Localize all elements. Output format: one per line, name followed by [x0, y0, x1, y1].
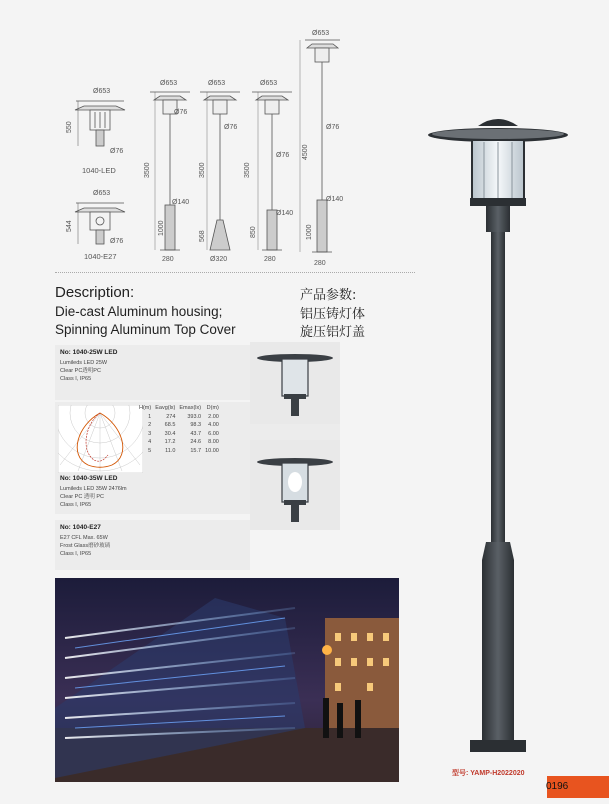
spec-title: No: 1040-25W LED: [60, 349, 118, 356]
pole3-height: 3500: [244, 162, 251, 178]
table-cell: 15.7: [190, 447, 202, 454]
pole2-height: 3500: [199, 162, 206, 178]
spec-line: Frost Glass磨砂玻璃: [60, 543, 111, 549]
spec-line: E27 CFL Max. 65W: [60, 535, 108, 541]
pole4-h-lower: 1000: [306, 224, 313, 240]
table-cell: 68.5: [164, 422, 176, 428]
table-header: Emax(lx): [179, 405, 202, 411]
table-cell: 274: [166, 413, 176, 420]
e27-dia-base: Ø76: [110, 238, 124, 245]
table-cell: 10.00: [205, 447, 219, 454]
spec-block-e27: [55, 520, 250, 570]
table-cell: 30.4: [164, 430, 176, 437]
pole1-dia-mid: Ø76: [174, 109, 188, 116]
drawing-pole-2: [200, 92, 240, 250]
spec-title: No: 1040-35W LED: [60, 475, 118, 482]
pole1-dia-top: Ø653: [160, 80, 178, 87]
table-row: [137, 438, 221, 447]
table-cell: 5: [148, 447, 152, 454]
pole1-h-lower: 1000: [158, 220, 165, 236]
table-row: [137, 430, 221, 439]
page-number: 0196: [546, 781, 569, 792]
table-cell: 4: [148, 439, 152, 445]
description-line-2: Spinning Aluminum Top Cover: [55, 322, 236, 337]
polar-light-distribution-diagram: [58, 405, 143, 473]
pole3-dia-mid: Ø76: [276, 152, 290, 159]
pole3-dia-top: Ø653: [260, 80, 278, 87]
street-night-photo: [55, 578, 399, 782]
street-lamp-main-image: [420, 110, 580, 770]
pole3-base: 280: [264, 256, 276, 263]
spec-line: Class I, IP65: [60, 502, 92, 508]
pole1-base: 280: [162, 256, 174, 263]
e27-dia-top: Ø653: [93, 190, 111, 197]
drawing-led-head: [75, 101, 125, 146]
table-cell: 24.6: [190, 439, 202, 445]
description-line-1: Die-cast Aluminum housing;: [55, 304, 223, 319]
table-cell: 17.2: [164, 439, 176, 445]
pole1-height: 3500: [144, 162, 151, 178]
description-title: Description:: [55, 284, 135, 301]
model-number: 型号: YAMP-H2022020: [452, 770, 525, 777]
pole2-h-lower: 568: [199, 230, 206, 242]
pole2-base: Ø320: [210, 256, 228, 263]
e27-height: 544: [66, 220, 73, 232]
pole2-dia-mid: Ø76: [224, 124, 238, 131]
table-cell: 8.00: [208, 439, 219, 445]
table-header: Eavg(lx): [155, 405, 176, 411]
pole3-dia-lower: Ø140: [276, 210, 294, 217]
e27-caption: 1040-E27: [84, 252, 117, 261]
table-header: D(m): [206, 405, 219, 411]
table-row: [137, 447, 221, 456]
pole3-h-lower: 850: [250, 226, 257, 238]
lamp-head-photo-e27: [250, 440, 340, 530]
lamp-head-photo-led: [250, 342, 340, 424]
spec-title: No: 1040-E27: [60, 524, 101, 531]
spec-line: Lumileds LED 25W: [60, 360, 108, 366]
pole4-dia-top: Ø653: [312, 30, 330, 37]
description-cn-line-2: 旋压铝灯盖: [300, 325, 366, 340]
spec-line: Lumileds LED 35W 2476lm: [60, 486, 127, 492]
led-dia-base: Ø76: [110, 148, 124, 155]
table-cell: 393.0: [187, 413, 202, 420]
table-cell: 6.00: [208, 430, 219, 437]
table-cell: 11.0: [165, 447, 176, 454]
table-header: H(m): [139, 405, 152, 411]
spec-line: Class I, IP65: [60, 551, 92, 557]
drawing-pole-3: [252, 92, 292, 250]
table-cell: 4.00: [208, 422, 219, 428]
photometric-table: [137, 404, 221, 455]
pole4-height: 4500: [302, 144, 309, 160]
led-height: 550: [66, 121, 73, 133]
spec-line: Clear PC 透明 PC: [60, 494, 105, 500]
pole4-dia-lower: Ø140: [326, 196, 344, 203]
table-row: [137, 413, 221, 422]
table-cell: 43.7: [190, 430, 202, 437]
pole1-dia-lower: Ø140: [172, 199, 190, 206]
table-cell: 98.3: [190, 422, 202, 428]
table-cell: 1: [148, 413, 152, 420]
spec-line: Clear PC透明PC: [60, 368, 101, 374]
table-row: [137, 421, 221, 430]
table-cell: 3: [148, 430, 152, 437]
table-cell: 2: [148, 422, 152, 428]
description-cn-line-1: 铝压铸灯体: [300, 307, 366, 322]
led-dia-top: Ø653: [93, 88, 111, 95]
technical-drawings: [0, 0, 420, 275]
spec-line: Class I, IP65: [60, 376, 92, 382]
pole4-base: 280: [314, 260, 326, 267]
description-cn-title: 产品参数:: [300, 288, 357, 303]
pole2-dia-top: Ø653: [208, 80, 226, 87]
table-cell: 2.00: [208, 413, 219, 420]
led-caption: 1040-LED: [82, 166, 116, 175]
pole4-dia-mid: Ø76: [326, 124, 340, 131]
divider: [55, 272, 415, 273]
